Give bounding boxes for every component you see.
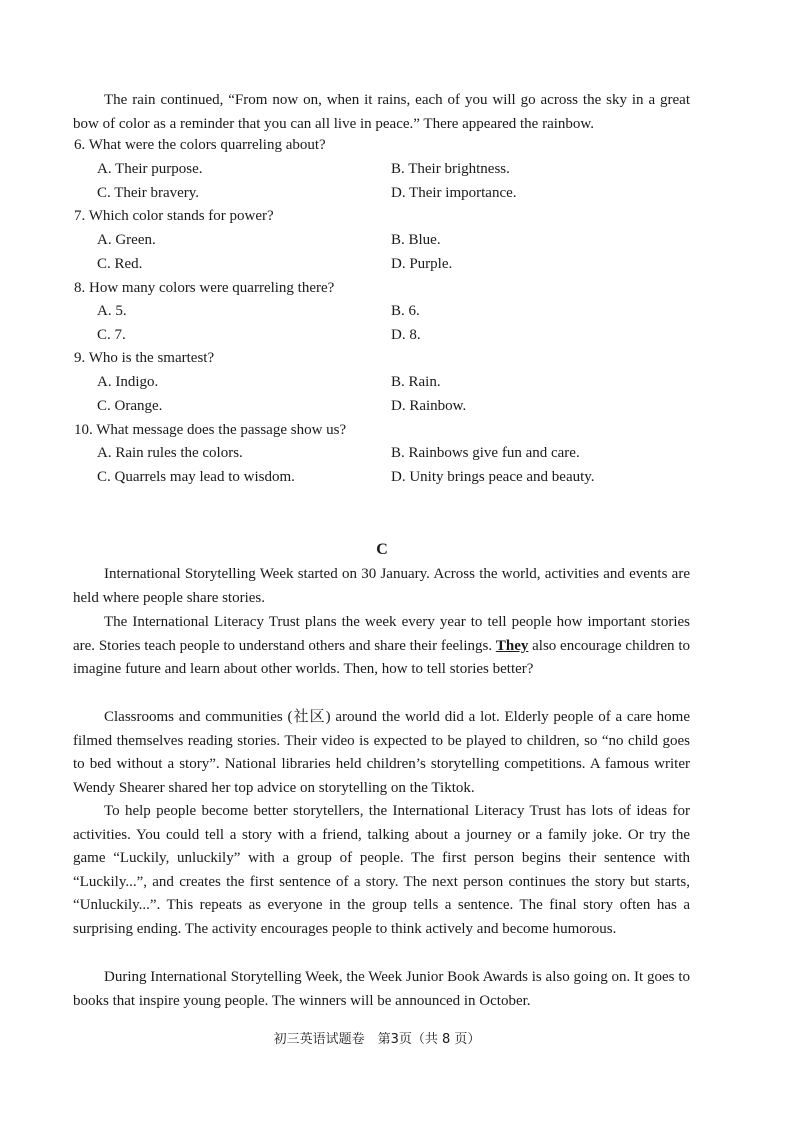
section-c-paragraph-5: During International Storytelling Week, the Week Junior Book Awards is also going on. It goes to books that inspire young people. The winners will be announced in October. [73, 969, 690, 1009]
question-7-option-b: B. Blue. [391, 232, 441, 248]
paragraph-2-text-end: also encourage children to imagine future and learn about other worlds. Then, how to tell stories better? [73, 637, 690, 678]
question-10-option-c: C. Quarrels may lead to wisdom. [97, 469, 295, 485]
page-footer: 初三英语试题卷 第3页（共 8 页） [273, 1032, 481, 1047]
paragraph-2-text-start: The International Literacy Trust plans the week every year to tell people how important stories are. Stories teach people to understand others and share their feelings. [73, 614, 690, 654]
question-9-option-b: B. Rain. [391, 374, 441, 390]
section-c-paragraph-2 [73, 611, 690, 682]
question-6-stem: 6. What were the colors quarreling about? [74, 137, 326, 153]
section-c-paragraph-4: To help people become better storytellers, the International Literacy Trust has lots of ideas for activities. You could tell a story with a friend, talking about a journey or a family joke. Or try the game “Luckily, unluckily” with a group of people. The first person begins their sentence with “Luckily...”, and creates the first sentence of a story. The next person continues the story but starts, “Unluckily...”. This repeats as everyone in the group tells a sentence. The final story often has a surprising ending. The activity encourages people to think actively and become humorous. [73, 803, 690, 937]
question-9-option-d: D. Rainbow. [391, 398, 467, 414]
question-6-option-c: C. Their bravery. [97, 185, 200, 201]
question-10-option-a: A. Rain rules the colors. [97, 445, 243, 461]
question-6-option-a: A. Their purpose. [97, 161, 203, 177]
question-10-option-b: B. Rainbows give fun and care. [391, 445, 580, 461]
question-10-option-d: D. Unity brings peace and beauty. [391, 469, 595, 485]
question-10-stem: 10. What message does the passage show us? [74, 422, 347, 438]
passage-b-ending: The rain continued, “From now on, when it rains, each of you will go across the sky in a great bow of color as a reminder that you can all live in peace.” There appeared the rainbow. [73, 92, 690, 132]
question-6-option-d: D. Their importance. [391, 185, 517, 201]
question-8-option-a: A. 5. [97, 303, 127, 319]
section-c-heading: C [376, 541, 388, 558]
question-6-option-b: B. Their brightness. [391, 161, 510, 177]
section-c-paragraph-3: Classrooms and communities (社区) around the world did a lot. Elderly people of a care home filmed themselves reading stories. Their video is expected to be played to children, so “no child goes to bed without a story”. National libraries held children’s storytelling competitions. A famous writer Wendy Shearer shared her top advice on storytelling on the Tiktok. [73, 709, 690, 796]
question-9-option-c: C. Orange. [97, 398, 163, 414]
question-9-stem: 9. Who is the smartest? [74, 350, 215, 366]
question-8-option-b: B. 6. [391, 303, 420, 319]
question-7-stem: 7. Which color stands for power? [74, 208, 274, 224]
question-7-option-d: D. Purple. [391, 256, 453, 272]
question-8-stem: 8. How many colors were quarreling there? [74, 280, 335, 296]
question-7-option-c: C. Red. [97, 256, 143, 272]
question-8-option-c: C. 7. [97, 327, 126, 343]
question-8-option-d: D. 8. [391, 327, 421, 343]
section-c-paragraph-1: International Storytelling Week started on 30 January. Across the world, activities and events are held where people share stories. [73, 566, 690, 606]
highlighted-word-they: They [495, 637, 529, 654]
question-9-option-a: A. Indigo. [97, 374, 159, 390]
question-7-option-a: A. Green. [97, 232, 156, 248]
